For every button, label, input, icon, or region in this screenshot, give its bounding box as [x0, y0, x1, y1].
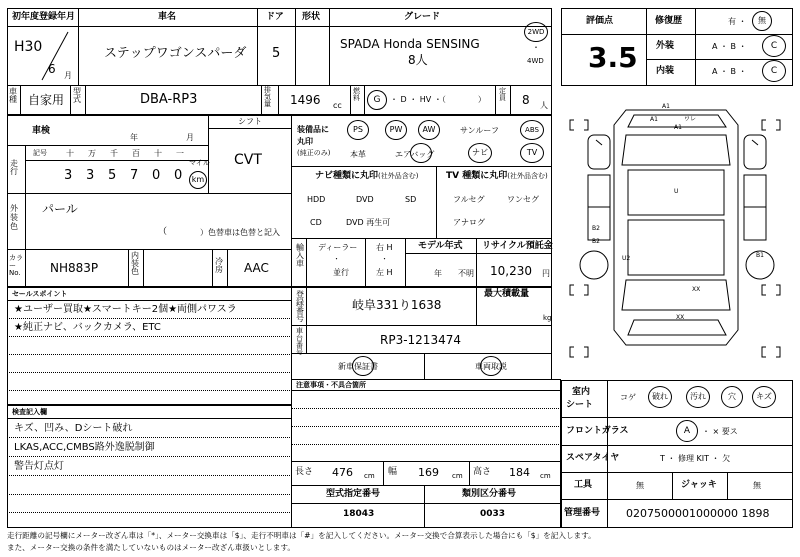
navi-types-title: [315, 172, 418, 181]
spare-label: スペアタイヤ: [566, 453, 620, 463]
interior-rating-selected: C: [762, 60, 786, 82]
color-no-label: カラーNo.: [9, 254, 23, 278]
mark-b2-b: B2: [592, 238, 600, 245]
equip-airbag: エアバッグ: [395, 150, 435, 159]
car-name-label: 車名: [158, 12, 177, 22]
car-name-value: ステップワゴンスパーダ: [104, 46, 247, 61]
drive-2wd-circle: 2WD: [524, 22, 548, 42]
new-car-warranty: 新車保証書: [338, 362, 378, 371]
use-label: 車種: [9, 87, 17, 104]
mileage-digit-2: 5: [108, 168, 117, 183]
equip-ps: PS: [347, 120, 369, 140]
digit-label-4: 十: [154, 149, 162, 158]
type-label: 型式指定番号: [326, 489, 381, 499]
interior-rating-label: 内装: [656, 66, 675, 76]
mile-label: マイル: [189, 159, 210, 167]
equip-aw: AW: [418, 120, 440, 140]
registration-value: 岐阜331り1638: [352, 298, 442, 312]
displacement-label: 排気量: [264, 86, 271, 108]
year-value: H30: [14, 39, 43, 55]
equip-pw: PW: [385, 120, 407, 140]
capacity-value: 8: [522, 93, 530, 107]
vehicle-manual-circle: [480, 356, 502, 376]
interior-yabure: 破れ: [648, 386, 672, 408]
length-value: 476: [332, 466, 353, 479]
notes-block: [291, 379, 561, 462]
fuel-options: ・ D ・ HV ・（ ）: [390, 95, 486, 104]
equipment-label-1: 装備品に: [297, 125, 329, 134]
month-unit: 月: [64, 71, 72, 80]
equip-sunroof: サンルーフ: [460, 126, 499, 135]
max-load-unit: kg: [543, 314, 552, 322]
new-car-warranty-circle: [352, 356, 374, 376]
month-value: 6: [48, 62, 56, 76]
km-circle: km: [189, 171, 207, 189]
navi-cd: CD: [310, 218, 322, 227]
navi-dvd: DVD: [356, 195, 374, 204]
digit-label-0: 十: [66, 149, 74, 158]
equipment-label-2: 丸印: [297, 137, 313, 146]
chassis-value: RP3-1213474: [380, 333, 461, 347]
sales-point-line2: ★純正ナビ、バックカメラ、ETC: [14, 322, 161, 333]
navi-types-note: (社外品含む): [378, 172, 419, 180]
mark-b1: B1: [756, 252, 764, 259]
interior-kizu: キズ: [752, 386, 776, 408]
model-year-unknown: 不明: [458, 269, 474, 278]
footer-line1: 走行距離の記号欄にメーター改ざん車は「*」、メーター交換車は「$」、走行不明車は「#」を記入してください。メーター交換で合算表示した場合にも「$」を記入します。: [7, 531, 596, 540]
color-no-value: NH883P: [50, 261, 99, 275]
inspection-month-unit: 月: [186, 133, 194, 142]
mark-xx-2: XX: [676, 314, 685, 321]
model-year-unit: 年: [434, 269, 442, 278]
windshield-label: フロントガラス: [566, 426, 629, 436]
width-unit: cm: [452, 472, 463, 480]
capacity-unit: 人: [540, 101, 548, 110]
height-unit: cm: [540, 472, 551, 480]
mileage-digit-0: 3: [64, 168, 73, 183]
tv-types-note: (社外品含む): [507, 172, 548, 180]
import-dealer: ディーラー: [318, 243, 358, 252]
recycle-value: 10,230: [490, 264, 532, 278]
grade-value-2: 8人: [408, 53, 428, 67]
drive-dot: ・: [532, 43, 540, 52]
length-unit: cm: [364, 472, 375, 480]
class-value: 0033: [480, 509, 506, 519]
spare-options: T ・ 修理 KIT ・ 欠: [660, 454, 731, 463]
jack-value: 無: [753, 481, 761, 490]
type-value: 18043: [343, 509, 375, 519]
recycle-unit: 円: [542, 269, 550, 278]
digit-label-5: 一: [176, 149, 184, 158]
tools-value: 無: [636, 481, 644, 490]
navi-types-title-text: ナビ種類に丸印: [315, 171, 379, 181]
registration-label: 登録番号: [296, 290, 304, 323]
mark-u2: U2: [622, 255, 631, 262]
equip-tv: TV: [520, 143, 544, 163]
inspector-label: 検査記入欄: [12, 408, 47, 416]
navi-dvd-player: DVD 再生可: [346, 218, 391, 227]
chassis-label: 車台番号: [296, 327, 303, 356]
import-dot: ・: [333, 255, 340, 263]
interior-color-label: 内装色: [131, 251, 139, 276]
mileage-digit-3: 7: [130, 168, 139, 183]
mark-wa: ワレ: [684, 116, 697, 123]
exterior-selected: C: [762, 35, 786, 57]
manage-label: 管理番号: [564, 508, 601, 518]
length-label: 長さ: [295, 467, 314, 477]
color-paren-open: （: [158, 227, 168, 237]
car-damage-diagram: [566, 95, 791, 365]
max-load-label: 最大積載量: [484, 289, 530, 299]
model-value: DBA-RP3: [140, 92, 198, 107]
notes-label: 注意事項・不具合箇所: [296, 381, 366, 389]
digit-label-1: 万: [88, 149, 96, 158]
ac-label: 冷房: [215, 257, 223, 274]
height-value: 184: [509, 466, 530, 479]
tv-types-title-text: TV 種類に丸印: [446, 171, 508, 181]
navi-hdd: HDD: [307, 195, 326, 204]
mark-xx-1: XX: [692, 286, 701, 293]
inspection-label: 車検: [32, 126, 51, 136]
digit-label-3: 百: [132, 149, 140, 158]
color-change-note: ）色替車は色替と記入: [200, 228, 280, 237]
drive-4wd: 4WD: [527, 57, 544, 65]
color-value: パール: [42, 202, 78, 216]
jack-label: ジャッキ: [681, 480, 717, 490]
import-parallel: 並行: [333, 268, 349, 277]
model-label: 型式: [73, 87, 81, 104]
sales-point-label: セールスポイント: [12, 290, 68, 298]
inspector-line1: キズ、凹み、Dシート破れ: [14, 423, 133, 434]
width-value: 169: [418, 466, 439, 479]
mileage-digit-4: 0: [152, 168, 161, 183]
interior-ana: 穴: [721, 386, 743, 408]
repair-selected: 無: [752, 11, 772, 31]
manage-value: 0207500001000000 1898: [626, 507, 770, 520]
class-label: 類別区分番号: [462, 489, 517, 499]
import-dot2: ・: [381, 255, 388, 263]
mark-a1-glass: A1: [674, 124, 682, 131]
inspector-line3: 警告灯点灯: [14, 461, 64, 472]
equip-airbag-circle: [410, 143, 432, 163]
fuel-g-circle: G: [367, 90, 387, 110]
inspection-year-unit: 年: [130, 133, 138, 142]
score-value: 3.5: [588, 41, 638, 74]
width-label: 幅: [388, 467, 398, 477]
interior-label-2: シート: [566, 400, 594, 410]
tv-oneseg: ワンセグ: [507, 195, 539, 204]
tv-analog: アナログ: [453, 218, 485, 227]
mark-a1-top: A1: [662, 103, 670, 110]
shift-value: CVT: [234, 152, 262, 168]
interior-koge: コゲ: [620, 393, 636, 402]
score-label: 評価点: [586, 16, 614, 26]
equip-leather: 本革: [350, 150, 366, 159]
sales-point-line1: ★ユーザー買取★スマートキー2個★両側パワスラ: [14, 304, 237, 315]
interior-rating-options: A ・ B ・: [712, 67, 747, 76]
tv-fullseg: フルセグ: [453, 195, 485, 204]
exterior-options: A ・ B ・: [712, 42, 747, 51]
navi-sd: SD: [405, 195, 417, 204]
repair-label: 修復歴: [655, 16, 683, 26]
door-value: 5: [272, 46, 281, 61]
tv-types-title: [446, 172, 548, 181]
year-label: 初年度登録年月: [12, 12, 76, 22]
equip-abs: ABS: [520, 120, 544, 140]
shape-label: 形状: [302, 12, 321, 22]
import-label: 輸入車: [296, 243, 304, 268]
digit-label-2: 千: [110, 149, 118, 158]
mileage-label: 走行: [10, 159, 18, 176]
grade-value-1: SPADA Honda SENSING: [340, 37, 480, 51]
mark-u: U: [674, 188, 679, 195]
interior-yogore: 汚れ: [686, 386, 710, 408]
shift-label: シフト: [238, 117, 262, 126]
windshield-options: ・ × 要ス: [702, 427, 738, 436]
interior-label-1: 室内: [572, 387, 591, 397]
mileage-digit-1: 3: [86, 168, 95, 183]
mileage-digit-5: 0: [174, 168, 183, 183]
model-year-label: モデル年式: [418, 241, 463, 251]
equipment-label-3: (純正のみ): [297, 149, 331, 157]
fuel-label: 燃料: [353, 87, 360, 102]
grade-label: グレード: [404, 12, 441, 22]
mark-b2-a: B2: [592, 225, 600, 232]
recycle-label: リサイクル預託金: [482, 241, 553, 251]
color-label: 外装色: [10, 204, 18, 231]
height-label: 高さ: [473, 467, 492, 477]
mark-a1-front: A1: [650, 116, 658, 123]
displacement-unit: cc: [333, 101, 342, 110]
displacement-value: 1496: [290, 93, 321, 107]
use-value: 自家用: [28, 93, 65, 107]
tools-label: 工具: [574, 480, 593, 490]
equip-navi: ナビ: [468, 143, 492, 163]
windshield-selected: A: [676, 420, 698, 442]
capacity-label: 定員: [499, 87, 506, 102]
record-label: 記号: [33, 149, 47, 157]
import-right-h: 右 H: [376, 243, 393, 252]
ac-value: AAC: [244, 261, 269, 275]
inspector-line2: LKAS,ACC,CMBS路外逸脱制御: [14, 442, 155, 453]
import-left-h: 左 H: [376, 268, 393, 277]
repair-options: 有 ・: [728, 17, 747, 26]
footer-line2: また、メーター交換の条件を満たしていないものはメーター改ざん車扱いとします。: [7, 543, 295, 552]
vehicle-manual: 車両取説: [475, 362, 507, 371]
door-label: ドア: [266, 12, 284, 22]
exterior-label: 外装: [656, 41, 675, 51]
